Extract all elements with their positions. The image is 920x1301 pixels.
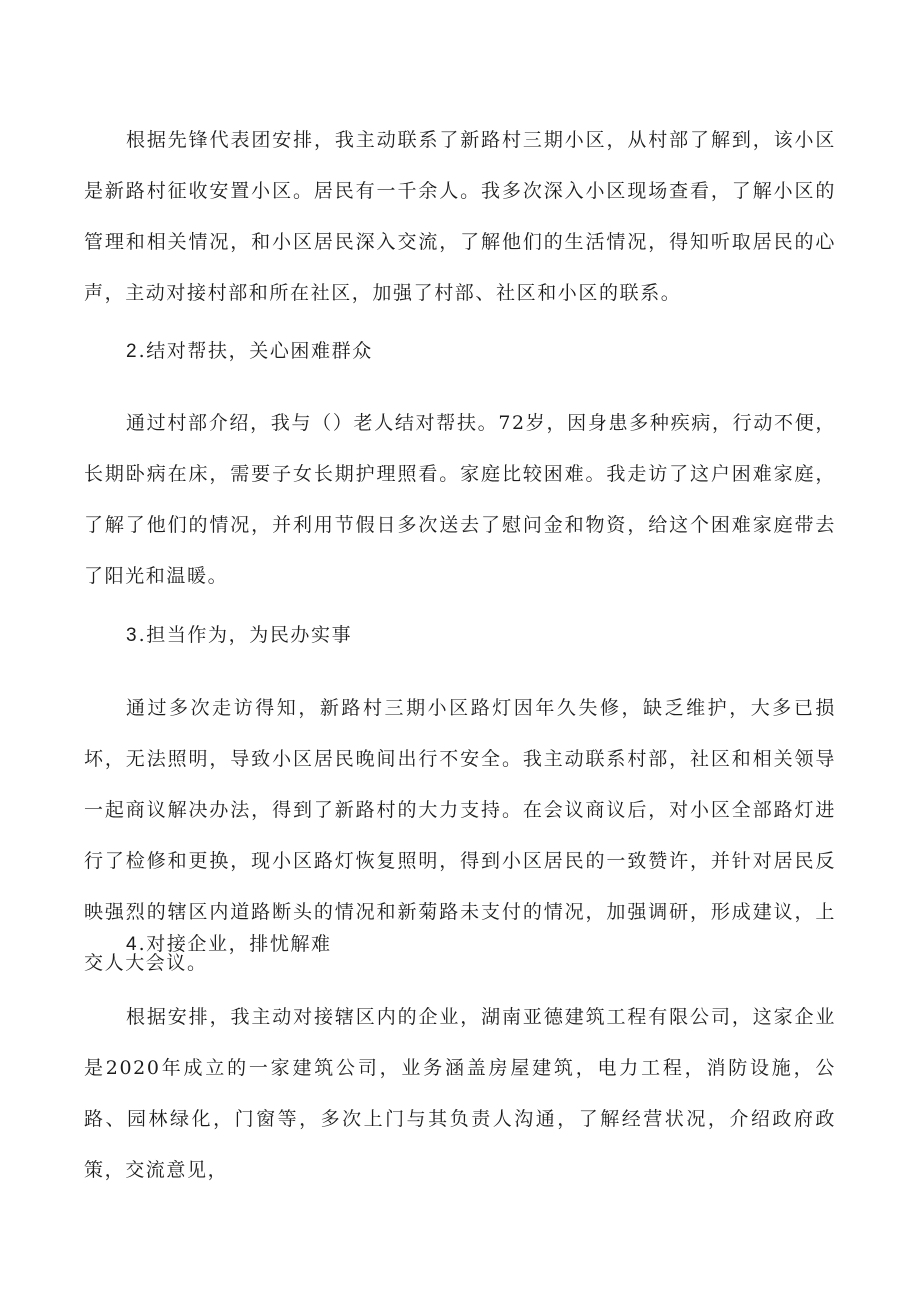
- section-title: .结对帮扶，关心困难群众: [138, 340, 373, 362]
- section-heading-4: [126, 919, 332, 970]
- paragraph-street-lights: 通过多次走访得知，新路村三期小区路灯因年久失修，缺乏维护，大多已损坏，无法照明，导致小区居民晚间出行不安全。我主动联系村部，社区和相关领导一起商议解决办法，得到了新路村的大力支持。在会议商议后，对小区全部路灯进行了检修和更换，现小区路灯恢复照明，得到小区居民的一致赞许，并针对居民反映强烈的辖区内道路断头的情况和新菊路未支付的情况，加强调研，形成建议，上交人大会议。: [84, 697, 836, 974]
- paragraph-paired-assistance: 通过村部介绍，我与（）老人结对帮扶。72岁，因身患多种疾病，行动不便，长期卧病在床，需要子女长期护理照看。家庭比较困难。我走访了这户困难家庭，了解了他们的情况，并利用节假日多次送去了慰问金和物资，给这个困难家庭带去了阳光和温暖。: [84, 412, 836, 587]
- section-number: 2: [126, 341, 137, 362]
- section-heading-2: [126, 326, 373, 377]
- paragraph-community-contact: 根据先锋代表团安排，我主动联系了新路村三期小区，从村部了解到，该小区是新路村征收安置小区。居民有一千余人。我多次深入小区现场查看，了解小区的管理和相关情况，和小区居民深入交流，了解他们的生活情况，得知听取居民的心声，主动对接村部和所在社区，加强了村部、社区和小区的联系。: [84, 129, 836, 304]
- section-title: .担当作为，为民办实事: [138, 624, 353, 646]
- section-number: 4: [126, 934, 137, 955]
- paragraph-enterprise-liaison: 根据安排，我主动对接辖区内的企业，湖南亚德建筑工程有限公司，这家企业是2020年成立的一家建筑公司，业务涵盖房屋建筑，电力工程，消防设施，公路、园林绿化，门窗等，多次上门与其负责人沟通，了解经营状况，介绍政府政策，交流意见，: [84, 1006, 836, 1181]
- section-number: 3: [126, 625, 137, 646]
- section-heading-3: [126, 610, 352, 661]
- section-title: .对接企业，排忧解难: [138, 933, 332, 955]
